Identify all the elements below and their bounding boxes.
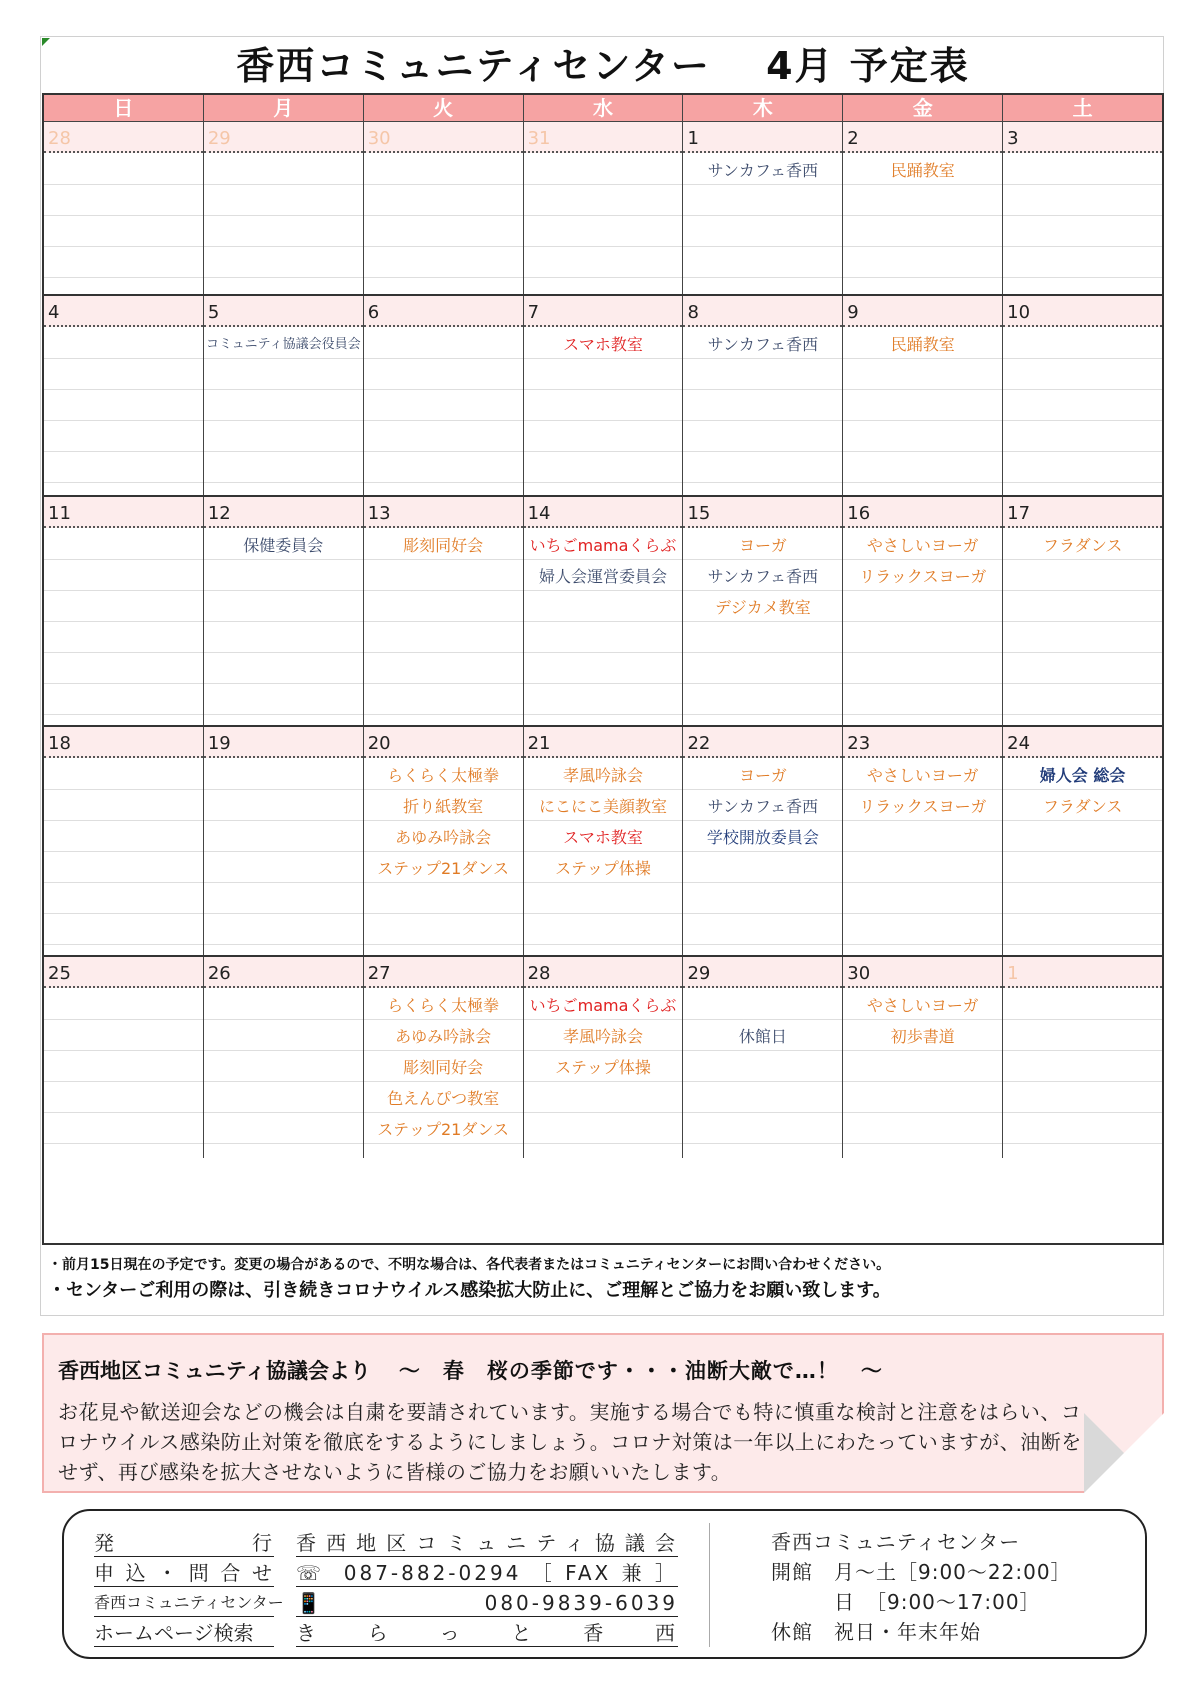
day-number: 24: [1003, 727, 1162, 758]
council-subtitle: ～ 春 桜の季節です・・・油断大敵で…！ ～: [398, 1359, 883, 1383]
day-cell: [683, 727, 843, 955]
day-number: 27: [364, 957, 523, 988]
day-cell: [204, 957, 364, 1158]
day-events: [843, 758, 1002, 822]
day-events: [524, 528, 683, 592]
day-number: 28: [524, 957, 683, 988]
day-number: 17: [1003, 497, 1162, 528]
week-row: [44, 296, 1162, 497]
day-number: 10: [1003, 296, 1162, 327]
day-events: [44, 528, 203, 530]
day-events: [843, 327, 1002, 360]
closed-days: 休館 祝日・年末年始: [771, 1620, 981, 1644]
week-row: [44, 957, 1162, 1158]
day-number: 30: [364, 122, 523, 153]
hours-weekday: 開館 月～土［9:00～22:00］: [771, 1560, 1072, 1584]
day-events: [1003, 153, 1162, 155]
event-item: スマホ教室: [563, 828, 643, 847]
day-events: [1003, 327, 1162, 329]
event-item: やさしいヨーガ: [866, 996, 979, 1015]
publisher-label: 発行: [94, 1531, 274, 1555]
weekday-header-cell: 金: [843, 95, 1003, 121]
notes: [48, 1252, 1158, 1304]
day-cell: [364, 957, 524, 1158]
day-events: [1003, 528, 1162, 561]
event-item: スマホ教室: [563, 335, 643, 354]
day-cell: [683, 122, 843, 294]
week-row: [44, 727, 1162, 957]
homepage-search-term[interactable]: きらっと香西: [296, 1621, 678, 1645]
day-cell: [524, 296, 684, 495]
day-number: 20: [364, 727, 523, 758]
day-events: [364, 758, 523, 884]
day-number: 9: [843, 296, 1002, 327]
day-cell: [1003, 296, 1162, 495]
day-number: 1: [1003, 957, 1162, 988]
weekday-header-cell: 月: [204, 95, 364, 121]
center-name: 香西コミュニティセンター: [771, 1530, 1021, 1554]
day-cell: [204, 122, 364, 294]
event-item: 民踊教室: [890, 335, 955, 354]
event-item: サンカフェ香西: [707, 161, 819, 180]
event-item: ヨーガ: [739, 766, 787, 785]
day-events: [204, 988, 363, 990]
day-events: [44, 153, 203, 155]
day-number: 22: [683, 727, 842, 758]
day-cell: [1003, 727, 1162, 955]
day-cell: [44, 727, 204, 955]
day-cell: [364, 296, 524, 495]
day-number: 26: [204, 957, 363, 988]
council-heading: [58, 1355, 883, 1385]
weekday-header-cell: 木: [683, 95, 843, 121]
day-events: [683, 153, 842, 186]
publisher-value: 香西地区コミュニティ協議会: [296, 1531, 678, 1555]
footer-divider: [709, 1523, 710, 1647]
event-item: サンカフェ香西: [707, 797, 819, 816]
footer-publisher-info: [94, 1527, 694, 1647]
day-cell: [1003, 497, 1162, 725]
day-cell: [683, 296, 843, 495]
day-events: [364, 988, 523, 1145]
event-item: いちごmamaくらぶ: [529, 536, 677, 555]
event-item: サンカフェ香西: [707, 567, 819, 586]
day-events: [1003, 758, 1162, 822]
day-events: [843, 153, 1002, 186]
day-cell: [843, 957, 1003, 1158]
day-cell: [364, 122, 524, 294]
event-item: リラックスヨーガ: [859, 797, 987, 816]
day-number: 31: [524, 122, 683, 153]
day-cell: [524, 727, 684, 955]
day-events: [683, 327, 842, 360]
day-cell: [44, 296, 204, 495]
weekday-header: [44, 95, 1162, 122]
day-number: 2: [843, 122, 1002, 153]
day-events: [44, 327, 203, 329]
center-label: 香西コミュニティセンター: [94, 1590, 274, 1617]
event-item: コミュニティ協議会役員会: [205, 337, 361, 352]
event-item: ステップ体操: [555, 859, 651, 878]
day-number: 25: [44, 957, 203, 988]
day-cell: [1003, 957, 1162, 1158]
event-item: 初歩書道: [890, 1027, 955, 1046]
day-events: [683, 528, 842, 623]
day-cell: [204, 497, 364, 725]
event-item: 孝風吟詠会: [563, 766, 644, 785]
day-cell: [843, 296, 1003, 495]
day-events: [683, 758, 842, 853]
day-number: 7: [524, 296, 683, 327]
day-number: 4: [44, 296, 203, 327]
event-item: サンカフェ香西: [707, 335, 819, 354]
day-number: 30: [843, 957, 1002, 988]
day-events: [524, 153, 683, 155]
council-message-box: [42, 1333, 1164, 1493]
event-item: やさしいヨーガ: [866, 766, 979, 785]
day-cell: [44, 957, 204, 1158]
day-events: [204, 528, 363, 561]
event-item: リラックスヨーガ: [859, 567, 987, 586]
day-cell: [364, 497, 524, 725]
inquiry-label: 申込・問合せ: [94, 1561, 274, 1585]
mobile-number[interactable]: 📱080-9839-6039: [296, 1591, 678, 1615]
event-item: 色えんぴつ教室: [387, 1089, 500, 1108]
day-cell: [524, 957, 684, 1158]
day-cell: [44, 497, 204, 725]
day-number: 23: [843, 727, 1002, 758]
event-item: ステップ体操: [555, 1058, 651, 1077]
day-number: 16: [843, 497, 1002, 528]
day-events: [524, 988, 683, 1083]
day-events: [524, 758, 683, 884]
event-item: らくらく太極拳: [387, 996, 500, 1015]
day-number: 29: [683, 957, 842, 988]
day-number: 14: [524, 497, 683, 528]
day-cell: [44, 122, 204, 294]
event-item: いちごmamaくらぶ: [529, 996, 677, 1015]
event-item: フラダンス: [1042, 797, 1123, 816]
calendar: [42, 93, 1164, 1245]
day-cell: [364, 727, 524, 955]
day-number: 11: [44, 497, 203, 528]
note-line-schedule: ・前月15日現在の予定です。変更の場合があるので、不明な場合は、各代表者またはコミュニティセンターにお問い合わせください。: [48, 1257, 891, 1273]
day-number: 19: [204, 727, 363, 758]
hours-sunday: 日 ［9:00～17:00］: [771, 1590, 1041, 1614]
day-events: [44, 758, 203, 760]
event-item: らくらく太極拳: [387, 766, 500, 785]
day-events: [364, 528, 523, 561]
calendar-weeks: [44, 122, 1162, 1158]
day-cell: [524, 122, 684, 294]
day-events: [843, 528, 1002, 592]
day-cell: [843, 122, 1003, 294]
day-events: [683, 988, 842, 1052]
day-number: 6: [364, 296, 523, 327]
day-cell: [524, 497, 684, 725]
event-item: 彫刻同好会: [403, 536, 484, 555]
day-cell: [1003, 122, 1162, 294]
event-item: あゆみ吟詠会: [395, 828, 492, 847]
day-number: 3: [1003, 122, 1162, 153]
footer-hours: [771, 1527, 1072, 1647]
day-number: 12: [204, 497, 363, 528]
event-item: 彫刻同好会: [403, 1058, 484, 1077]
event-item: にこにこ美顔教室: [539, 797, 668, 816]
footer-row-inquiry: [94, 1557, 694, 1587]
weekday-header-cell: 土: [1072, 96, 1093, 120]
footer-row-center: [94, 1587, 694, 1617]
week-row: [44, 122, 1162, 296]
note-line-covid: ・センターご利用の際は、引き続きコロナウイルス感染拡大防止に、ご理解とご協力をお願い致します。: [48, 1280, 891, 1301]
day-number: 5: [204, 296, 363, 327]
event-item: 折り紙教室: [403, 797, 484, 816]
week-row: [44, 497, 1162, 727]
event-item: 孝風吟詠会: [563, 1027, 644, 1046]
event-item: あゆみ吟詠会: [395, 1027, 492, 1046]
day-cell: [683, 497, 843, 725]
event-item: 婦人会 総会: [1039, 766, 1126, 785]
day-number: 18: [44, 727, 203, 758]
weekday-header-cell: 水: [524, 95, 684, 121]
event-item: ステップ21ダンス: [377, 1120, 510, 1139]
day-number: 8: [683, 296, 842, 327]
footer-row-homepage: [94, 1617, 694, 1647]
council-body: お花見や歓送迎会などの機会は自粛を要請されています。実施する場合でも特に慎重な検討と注意をはらい、コロナウイルス感染防止対策を徹底をするようにしましょう。コロナ対策は一年以上にわたっていますが、油断をせず、再び感染を拡大させないように皆様のご協力をお願いいたします。: [58, 1400, 1082, 1484]
day-cell: [204, 727, 364, 955]
day-cell: [843, 497, 1003, 725]
day-number: 15: [683, 497, 842, 528]
day-number: 13: [364, 497, 523, 528]
day-cell: [843, 727, 1003, 955]
page-title: 香西コミュニティセンター 4月 予定表: [236, 44, 970, 88]
day-events: [1003, 988, 1162, 990]
weekday-header-cell: 日: [44, 95, 204, 121]
event-item: 民踊教室: [890, 161, 955, 180]
day-events: [364, 153, 523, 155]
homepage-label: ホームページ検索: [94, 1620, 274, 1647]
phone-number[interactable]: ☏ 087-882-0294［FAX兼］: [296, 1561, 678, 1585]
weekday-header-cell: 火: [364, 95, 524, 121]
day-events: [364, 327, 523, 329]
day-events: [843, 988, 1002, 1052]
council-heading-text: 香西地区コミュニティ協議会より: [58, 1359, 371, 1383]
day-number: 1: [683, 122, 842, 153]
event-item: ステップ21ダンス: [377, 859, 510, 878]
event-item: フラダンス: [1042, 536, 1123, 555]
day-events: [204, 327, 363, 360]
day-events: [524, 327, 683, 360]
day-number: 28: [44, 122, 203, 153]
day-events: [204, 758, 363, 760]
event-item: 保健委員会: [243, 536, 324, 555]
day-cell: [204, 296, 364, 495]
footer-row-publisher: [94, 1527, 694, 1557]
event-item: デジカメ教室: [715, 598, 811, 617]
day-number: 21: [524, 727, 683, 758]
day-events: [204, 153, 363, 155]
event-item: [683, 990, 842, 1021]
day-number: 29: [204, 122, 363, 153]
day-cell: [683, 957, 843, 1158]
event-item: 婦人会運営委員会: [539, 567, 668, 586]
day-events: [44, 988, 203, 990]
event-item: 学校開放委員会: [706, 828, 819, 847]
event-item: ヨーガ: [739, 536, 787, 555]
event-item: 休館日: [738, 1027, 787, 1046]
page-curl: [1084, 1413, 1164, 1493]
event-item: やさしいヨーガ: [866, 536, 979, 555]
footer-contact-box: [62, 1509, 1147, 1659]
